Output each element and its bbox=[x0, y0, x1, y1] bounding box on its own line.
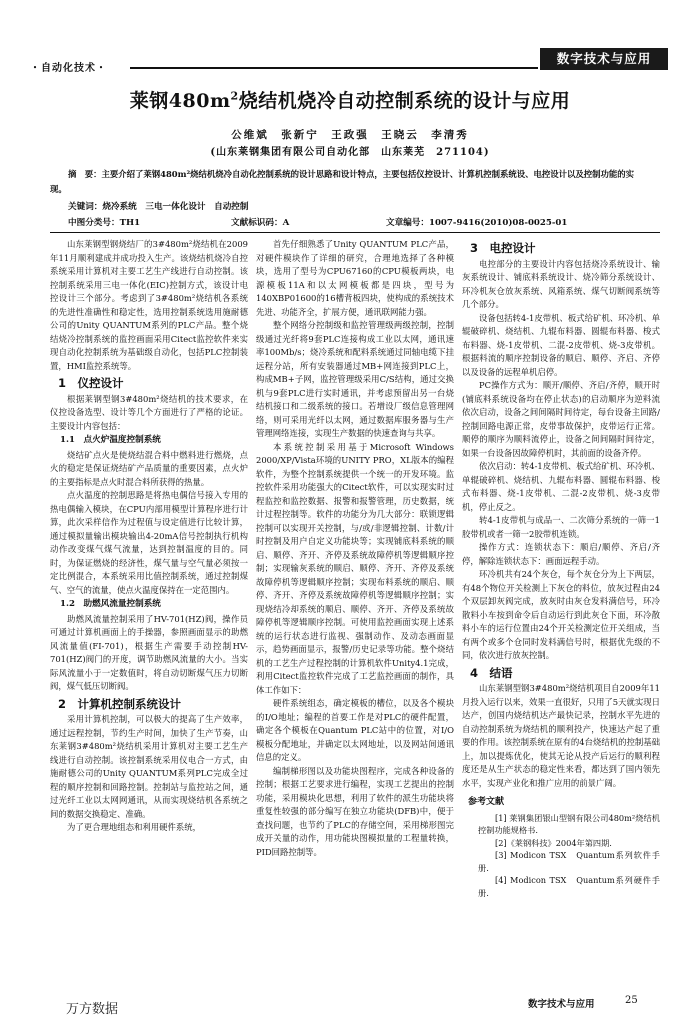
column-3 bbox=[462, 238, 660, 990]
subsection-heading: 1.2 助燃风流量控制系统 bbox=[60, 599, 161, 609]
subsection-heading: 1.1 点火炉温度控制系统 bbox=[60, 435, 161, 445]
references-title: 参考文献 bbox=[468, 797, 505, 807]
paragraph: 转4-1皮带机与成品一、二次筛分系统的一筛一1胶带机或者一筛一2胶带机连锁。 bbox=[462, 515, 660, 539]
class-number: 中图分类号：TH1 bbox=[68, 218, 141, 228]
watermark: 万方数据 bbox=[66, 1002, 119, 1017]
paragraph: 烧结矿点火是使烧结混合料中燃料进行燃烧，点火的稳定是保证烧结矿产品质量的重要因素，点火炉的主要指标是点火时混合料所获得的热量。 bbox=[50, 449, 248, 487]
paragraph: 依次启动：转4-1皮带机、板式给矿机、环冷机、单辊破碎机、烧结机、九辊布料器、圆辊布料器、梭式布料器、烧-1皮带机、二混-2皮带机、烧-3皮带机，停止反之。 bbox=[462, 461, 660, 512]
title-superscript: 2 bbox=[230, 89, 239, 103]
keywords-label: 关键词： bbox=[68, 202, 103, 212]
page-footer bbox=[0, 992, 700, 1023]
paragraph: 操作方式：连锁状态下：顺启/顺停、齐启/齐停，解除连锁状态下：画面远程手动。 bbox=[462, 542, 660, 566]
keywords: 烧冷系统 三电一体化设计 自动控制 bbox=[102, 202, 249, 212]
page-number: 25 bbox=[625, 995, 638, 1006]
section-heading: 2 计算机控制系统设计 bbox=[58, 696, 182, 711]
page-header bbox=[30, 48, 668, 74]
keywords-row bbox=[68, 200, 650, 212]
title-prefix: 莱钢480m bbox=[129, 90, 231, 112]
column-2 bbox=[256, 238, 454, 990]
section-label: 数字技术与应用 bbox=[540, 48, 668, 70]
paragraph: 编制梯形图以及功能块图程序，完成各种设备的控制；根据工艺要求进行编程，实现工艺提出的控制功能，采用模块化思想，利用了软件的派生功能块将重复性较强的部分编写在独立功能块(DFB)中，便于查找问题，也节约了PLC的存储空间，采用梯形图完成开关量的动作，用功能块图模拟量的工程量转换，PID回路控制等。 bbox=[256, 765, 454, 857]
paragraph: 硬件系统组态，确定模板的槽位，以及各个模块的I/O地址；编程的首要工作是对PLC的硬件配置，确定各个模板在Quantum PLC站中的位置，对I/O模板分配地址，并确定以太网地址，以及网站间通讯信息的定义。 bbox=[256, 698, 454, 762]
section-heading: 4 结语 bbox=[470, 665, 513, 680]
header-rule bbox=[130, 67, 538, 69]
paragraph: 助燃风流量控制采用了HV-701(HZ)阀，操作员可通过计算机画面上的手操器，参照画面显示的助燃风流量值(FI-701)，根据生产需要手动控制HV-701(HZ)阀门的开度，调节助燃风流量的大小。当实际风流量小于一定数值时，将自动切断煤气压力切断阀，煤气低压切断阀。 bbox=[50, 613, 248, 691]
reference-item: [1] 莱钢集团银山型钢有限公司480m²烧结机控制功能规格书. bbox=[478, 812, 660, 835]
paragraph: 整个网络分控制级和监控管理级两级控制，控制级通过光纤将9套PLC连接构成工业以太网，通讯速率100Mb/s；烧冷系统和配料系统通过同轴电缆下挂远程分站，所有安装器通过MB+网连接到PLC上，构成MB+子网，监控管理级采用C/S结构，通过交换机与9套PLC进行实时通讯，并考虑预留出另一台烧结机接口和二级系统的接口。若增设厂级信息管理网络，则可采用光纤以太网，通过数据库服务器与生产管理网络连接，实现生产数据的快速查询与共享。 bbox=[256, 320, 454, 438]
paragraph: 本系统控制采用基于Microsoft Windows 2000/XP/Vista环境的UNITY PRO，XL版本的编程软件，为整个控制系统提供一个统一的开发环境。监控软件采用功能强大的Citect软件，可以实现实时过程监控和监控数据、报警和报警管理，历史数据，统计过程控制等。软件的功能分为几大部分：联锁逻辑控制可以实现开关控制，与/或/非逻辑控制、计数/计时控制及用户自定义功能块等；实现铺底料系统的顺启、顺停、齐开、齐停及系统故障停机等逻辑顺序控制；实现输灰系统的顺启、顺停、齐开、齐停及系统故障停机等逻辑顺序控制；实现布料系统的顺启、顺停、齐开、齐停及系统故障停机等逻辑顺序控制；实现烧结冷却系统的顺启、顺停、齐开、齐停及系统故障停机等逻辑顺序控制。可使用监控画面实现上述系统的运行状态进行监视、强制动作、及动态画面显示，趋势画面显示，报警/历史记录等功能。整个烧结机的工艺生产过程控制的计算机软件Unity4.1完成，利用Citect监控软件完成了工艺监控画面的制作，具体工作如下： bbox=[256, 441, 454, 695]
reference-item: [4] Modicon TSX Quantum系列硬件手册. bbox=[478, 875, 660, 898]
reference-item: [3] Modicon TSX Quantum系列软件手册. bbox=[478, 850, 660, 873]
article-title bbox=[40, 86, 660, 113]
section-heading: 3 电控设计 bbox=[470, 241, 536, 255]
reference-item: [2]《莱钢科技》2004年第四期. bbox=[495, 837, 612, 848]
paragraph: 电控部分的主要设计内容包括烧冷系统设计、输灰系统设计、铺底料系统设计、烧冷筛分系统设计、环冷机灰仓放灰系统、风箱系统、煤气切断阀系统等几个部分。 bbox=[462, 258, 660, 309]
paragraph: 点火温度的控制思路是将热电偶信号接入专用的热电偶输入模块，在CPU内部用模型计算程序进行计算，此次采样信作为过程值与设定值进行比较计算，通过模拟量输出模块输出4-20mA信号控制执行机构动作改变煤气煤气流量，达到控制温度的目的。同时，为保证燃烧的经济性，煤气量与空气量必须按一定比例混合，本系统采用比值控制系统，通过控制煤气、空气的流量，使点火温度保持在一定范围内。 bbox=[50, 490, 248, 595]
footer-journal-name: 数字技术与应用 bbox=[528, 999, 595, 1010]
paragraph: 环冷机共有24个灰仓，每个灰仓分为上下两层，有48个物位开关检测上下灰仓的料位，放灰过程由24个双层卸灰阀完成，放灰时由灰仓发料满信号，环冷散料小车按到命令后自动运行到此灰仓下面，环冷散料小车的运行位置由24个开关检测定位开关组成，当有两个或多个仓同时发料满信号时，根据优先级的不同，依次进行放灰控制。 bbox=[462, 569, 660, 660]
title-suffix: 烧结机烧冷自动控制系统的设计与应用 bbox=[238, 90, 571, 112]
paragraph: 首先仔细熟悉了Unity QUANTUM PLC产品，对硬件模块作了详细的研究，合理地选择了各种模块，选用了型号为CPU67160的CPU模板两块，电源模板11A和以太网模板都是四块，型号为140XBP01600的16槽背板四块，使构成的系统技术先进、功能齐全，扩展方便，通讯联网能力强。 bbox=[256, 239, 454, 317]
paragraph: 根据莱钢型钢3#480m²烧结机的技术要求，在仪控设备选型、设计等几个方面进行了严格的论证。主要设计内容包括： bbox=[50, 393, 248, 431]
paragraph: 山东莱钢型钢烧结厂的3#480m²烧结机在2009年11月顺利建成并成功投入生产。该烧结机烧冷自控系统采用计算机对主要工艺生产线进行自动控制。该控制系统采用三电一体化(EIC)控制方式，该设计电控设计三个部分。考虑到了3#480m²烧结机各系统的先进性准确性和稳定性，选用控制系统选用施耐德公司的Unity QUANTUM系列的PLC产品。整个烧结烧冷控制系统的监控画面采用Citect监控软件来实现自动化控制系统为基础级自动化，包括PLC控制装置，HMI监控系统等。 bbox=[50, 239, 248, 371]
column-1 bbox=[50, 238, 248, 990]
document-code: 文献标识码：A bbox=[231, 218, 290, 228]
section-heading: 1 仪控设计 bbox=[58, 376, 124, 390]
column-tag: ・自动化技术・ bbox=[30, 63, 107, 74]
authors: 公维斌 张新宁 王政强 王晓云 李清秀 bbox=[231, 129, 469, 141]
paragraph: 山东莱钢型钢3#480m²烧结机项目自2009年11月投入运行以来，效果一直很好，只用了5天就实现日达产，创国内烧结机达产最快记录，控制水平先进的自动控制系统为烧结机的顺利投产，快速达产起了重要的作用。该控制系统在原有的4台烧结机的控制基础上，加以提炼优化，使其无论从投产后运行的顺利程度还是从生产状态的稳定性来看，都达到了国内领先水平，实现产业化和推广应用的前景广阔。 bbox=[462, 683, 660, 788]
abstract bbox=[50, 167, 650, 197]
abstract-text: 主要介绍了莱钢480m²烧结机烧冷自动化控制系统的设计思路和设计特点，主要包括仪控设计、计算机控制系统设、电控设计以及控制功能的实现。 bbox=[50, 169, 635, 194]
abstract-label: 摘 要： bbox=[68, 169, 102, 179]
article-number: 文章编号：1007-9416(2010)08-0025-01 bbox=[386, 218, 568, 228]
classification-row bbox=[68, 216, 650, 228]
affiliation: (山东莱钢集团有限公司自动化部 山东莱芜 271104) bbox=[210, 147, 490, 158]
meta-divider bbox=[50, 232, 660, 233]
paragraph: 采用计算机控制，可以极大的提高了生产效率，通过远程控制，节约生产时间，加快了生产节奏，山东莱钢3#480m²烧结机采用计算机对主要工艺生产线进行自动控制。该控制系统采用仪电合一方式，由施耐德公司的Unity QUANTUM系列PLC完成全过程的顺序控制和回路控制。控制站与监控站之间，通过光纤工业以太网网通讯，从而实现烧结机各系统之间的数据交换稳定、准确。 bbox=[50, 714, 248, 819]
paragraph: 设备包括转4-1皮带机、板式给矿机、环冷机、单辊破碎机、烧结机、九辊布料器、圆辊布料器、梭式布料器、烧-1皮带机、二混-2皮带机、烧-3皮带机。根据料流的顺序控制设备的顺启、顺停、齐启、齐停以及设备的远程单机启停。 bbox=[462, 312, 660, 377]
paragraph: 为了更合理地组态和利用硬件系统， bbox=[67, 822, 201, 832]
paragraph: PC操作方式为：顺开/顺停、齐启/齐停，顺开时(铺底料系统设备均在停止状态)的启动顺序为逆料流依次启动，设备之间间隔时间待定，每台设备主回路/控制回路电源正常，皮带事故保护，皮带运行正常。顺停的顺序为顺料流停止，设备之间间隔时间待定，如果一台设备因故障停机时，其前面的设备齐停。 bbox=[462, 380, 660, 458]
body-columns bbox=[50, 238, 660, 990]
